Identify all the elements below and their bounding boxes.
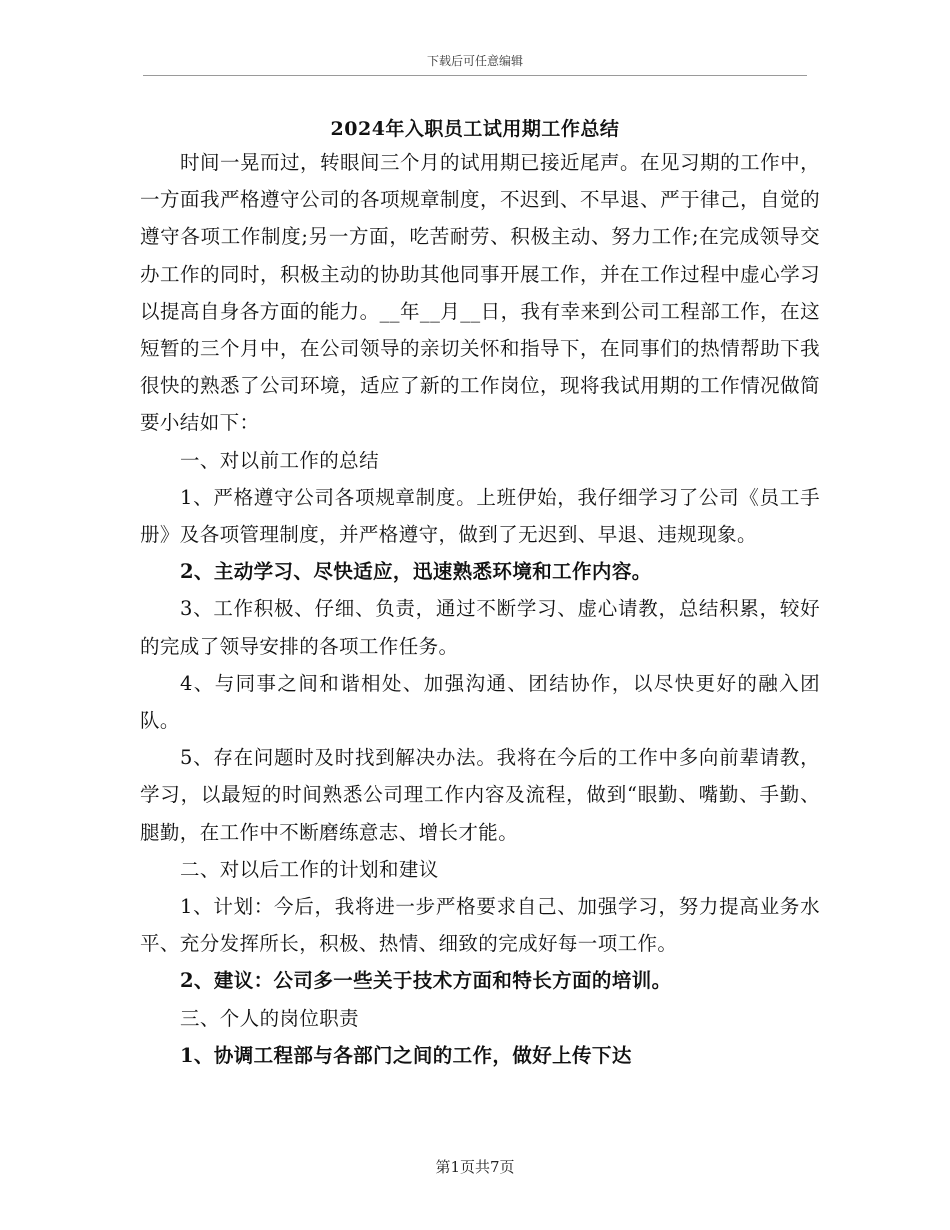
plan-item-1: 1、计划：今后，我将进一步严格要求自己、加强学习，努力提高业务水平、充分发挥所长，积极、热情、细致的完成好每一项工作。 bbox=[140, 895, 820, 956]
page-number: 第1页共7页 bbox=[435, 1158, 515, 1176]
header-divider bbox=[143, 75, 807, 76]
duty-item-1: 1、协调工程部与各部门之间的工作，做好上传下达 bbox=[179, 1043, 632, 1067]
summary-item-5: 5、存在问题时及时找到解决办法。我将在今后的工作中多向前辈请教，学习，以最短的时间熟悉公司理工作内容及流程，做到“眼勤、嘴勤、手勤、腿勤，在工作中不断磨练意志、增长才能。 bbox=[140, 746, 820, 844]
summary-item-2: 2、主动学习、尽快适应，迅速熟悉环境和工作内容。 bbox=[179, 560, 652, 584]
document-body bbox=[140, 144, 820, 1074]
intro-paragraph: 时间一晃而过，转眼间三个月的试用期已接近尾声。在见习期的工作中，一方面我严格遵守公司的各项规章制度，不迟到、不早退、严于律己，自觉的遵守各项工作制度;另一方面，吃苦耐劳、积极主动、努力工作;在完成领导交办工作的同时，积极主动的协助其他同事开展工作，并在工作过程中虚心学习以提高自身各方面的能力。__年__月__日，我有幸来到公司工程部工作，在这短暂的三个月中，在公司领导的亲切关怀和指导下，在同事们的热情帮助下我很快的熟悉了公司环境，适应了新的工作岗位，现将我试用期的工作情况做简要小结如下： bbox=[140, 151, 820, 435]
section-heading-1: 一、对以前工作的总结 bbox=[179, 448, 379, 472]
summary-item-1: 1、严格遵守公司各项规章制度。上班伊始，我仔细学习了公司《员工手册》及各项管理制度，并严格遵守，做到了无迟到、早退、违规现象。 bbox=[140, 485, 820, 547]
section-heading-2: 二、对以后工作的计划和建议 bbox=[179, 857, 439, 881]
summary-item-3: 3、工作积极、仔细、负责，通过不断学习、虚心请教，总结积累，较好的完成了领导安排的各项工作任务。 bbox=[140, 597, 820, 658]
section-heading-3: 三、个人的岗位职责 bbox=[179, 1006, 360, 1030]
document-title: 2024年入职员工试用期工作总结 bbox=[330, 118, 620, 140]
summary-item-4: 4、与同事之间和谐相处、加强沟通、团结协作，以尽快更好的融入团队。 bbox=[140, 671, 820, 733]
plan-item-2: 2、建议：公司多一些关于技术方面和特长方面的培训。 bbox=[179, 969, 672, 993]
page-header-note: 下载后可任意编辑 bbox=[426, 54, 523, 68]
